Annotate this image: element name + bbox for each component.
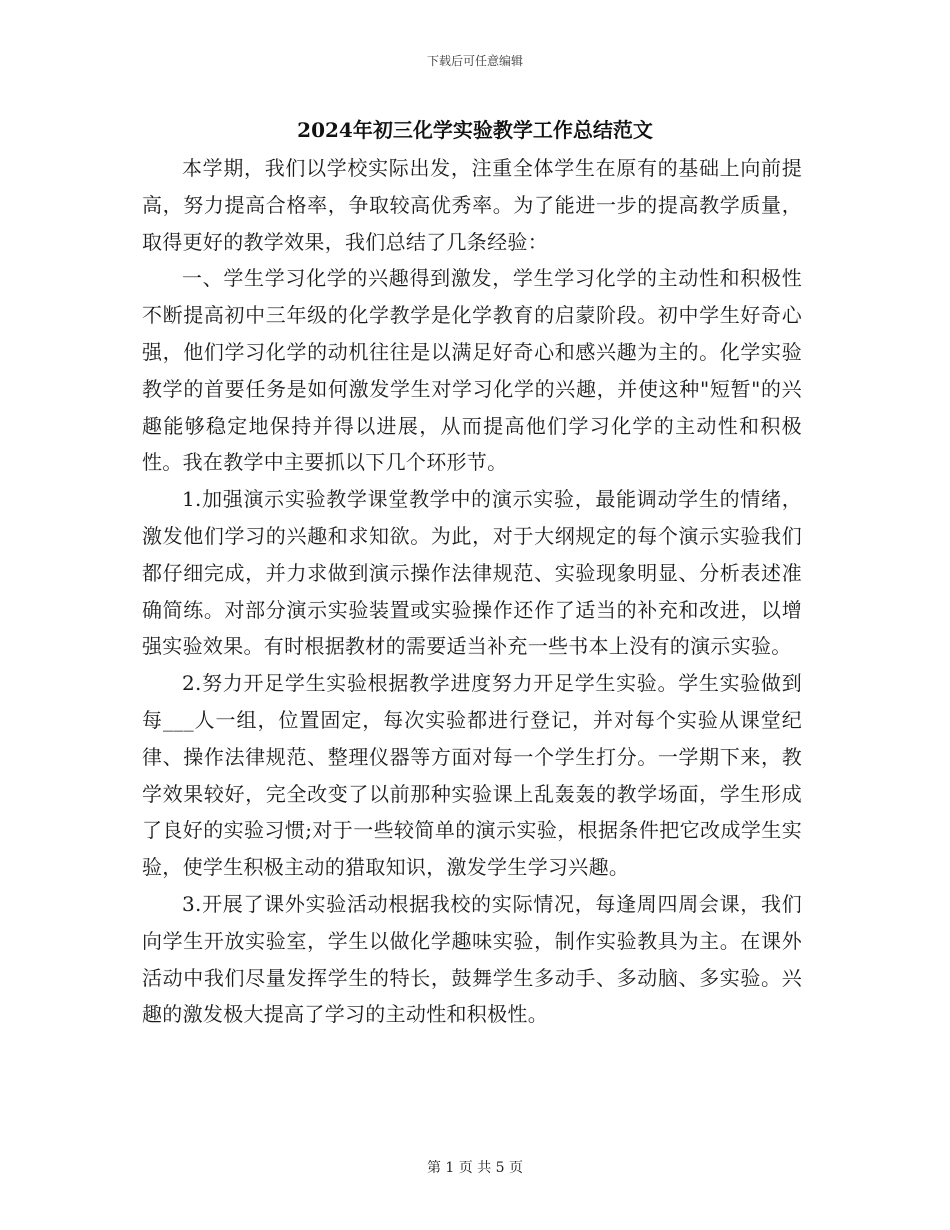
page-header-note: 下载后可任意编辑 [426,54,523,68]
paragraph-item-1: 1.加强演示实验教学课堂教学中的演示实验，最能调动学生的情绪，激发他们学习的兴趣和求知欲。为此，对于大纲规定的每个演示实验我们都仔细完成，并力求做到演示操作法律规范、实验现象明显、分析表述准确简练。对部分演示实验装置或实验操作还作了适当的补充和改进，以增强实验效果。有时根据教材的需要适当补充一些书本上没有的演示实验。 [142,487,802,659]
paragraph-section-one: 一、学生学习化学的兴趣得到激发，学生学习化学的主动性和积极性不断提高初中三年级的化学教学是化学教育的启蒙阶段。初中学生好奇心强，他们学习化学的动机往往是以满足好奇心和感兴趣为主的。化学实验教学的首要任务是如何激发学生对学习化学的兴趣，并使这种"短暂"的兴趣能够稳定地保持并得以进展，从而提高他们学习化学的主动性和积极性。我在教学中主要抓以下几个环形节。 [142,266,802,475]
paragraph-item-3: 3.开展了课外实验活动根据我校的实际情况，每逢周四周会课，我们向学生开放实验室，学生以做化学趣味实验，制作实验教具为主。在课外活动中我们尽量发挥学生的特长，鼓舞学生多动手、多动脑、多实验。兴趣的激发极大提高了学习的主动性和积极性。 [142,891,802,1027]
document-title: 2024年初三化学实验教学工作总结范文 [297,118,653,142]
page-footer-number: 第 1 页 共 5 页 [426,1160,524,1176]
paragraph-item-2: 2.努力开足学生实验根据教学进度努力开足学生实验。学生实验做到每___人一组，位置固定，每次实验都进行登记，并对每个实验从课堂纪律、操作法律规范、整理仪器等方面对每一个学生打分。一学期下来，教学效果较好，完全改变了以前那种实验课上乱轰轰的教学场面，学生形成了良好的实验习惯;对于一些较简单的演示实验，根据条件把它改成学生实验，使学生积极主动的猎取知识，激发学生学习兴趣。 [142,671,802,880]
paragraph-intro: 本学期，我们以学校实际出发，注重全体学生在原有的基础上向前提高，努力提高合格率，争取较高优秀率。为了能进一步的提高教学质量，取得更好的教学效果，我们总结了几条经验： [142,156,802,254]
document-body [142,150,802,1033]
